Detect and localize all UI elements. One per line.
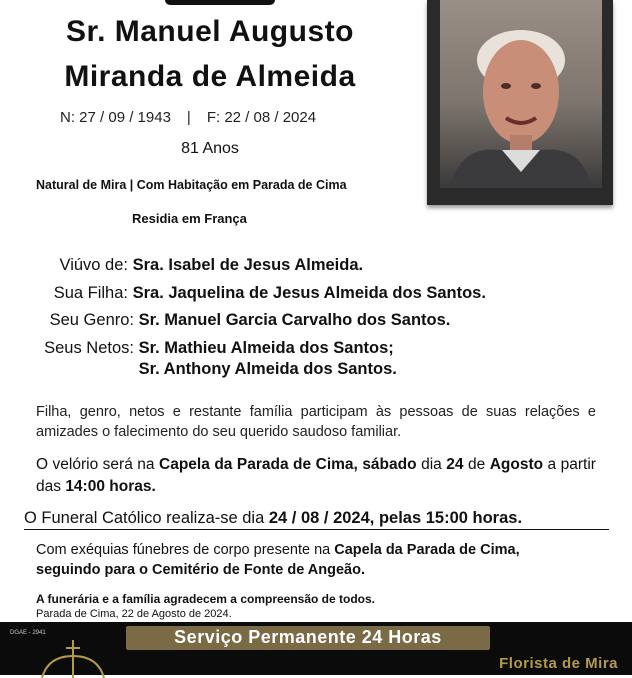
- residence-info: Residia em França: [132, 211, 247, 226]
- family-value: Sr. Anthony Almeida dos Santos.: [138, 360, 397, 378]
- service-label: Serviço Permanente 24 Horas: [174, 627, 442, 647]
- family-value: Sr. Mathieu Almeida dos Santos;: [138, 339, 394, 357]
- family-row-widow: [20, 256, 363, 275]
- birth-date: N: 27 / 09 / 1943: [60, 109, 171, 126]
- place-date: Parada de Cima, 22 de Agosto de 2024.: [36, 608, 232, 620]
- wake-paragraph: [36, 454, 596, 498]
- wake-text: O velório será na: [36, 456, 160, 473]
- burial-text: Com exéquias fúnebres de corpo presente na: [36, 542, 335, 558]
- family-value: Sra. Isabel de Jesus Almeida.: [132, 256, 364, 274]
- deceased-name-line1: Sr. Manuel Augusto: [66, 15, 354, 48]
- footer-bar: [0, 622, 632, 675]
- family-label: Sua Filha:: [53, 284, 128, 302]
- wake-location: Capela da Parada de Cima: [159, 456, 354, 473]
- family-row-daughter: [20, 284, 486, 303]
- wake-month: Agosto: [489, 456, 544, 473]
- top-decoration: [165, 0, 275, 5]
- family-row-grandson-2: [26, 360, 397, 379]
- family-label: Viúvo de:: [59, 256, 128, 274]
- life-dates: [60, 109, 316, 126]
- deceased-name-line2: Miranda de Almeida: [64, 60, 356, 93]
- funeral-datetime: 24 / 08 / 2024, pelas 15:00 horas.: [268, 509, 523, 527]
- wake-date: 24: [446, 456, 464, 473]
- burial-chapel: Capela da Parada de Cima,: [334, 542, 520, 558]
- license-code: DGAE - 2941: [10, 630, 46, 636]
- announcement-paragraph: Filha, genro, netos e restante família participam às pessoas de suas relações e amizades o falecimento do seu querido saudoso familiar.: [36, 404, 596, 440]
- family-label: Seus Netos:: [44, 339, 134, 357]
- wake-text: a partir das: [36, 456, 596, 495]
- family-row-son-in-law: [26, 311, 450, 330]
- family-value: Sr. Manuel Garcia Carvalho dos Santos.: [138, 311, 451, 329]
- family-row-grandson-1: [26, 339, 394, 358]
- funeral-text: O Funeral Católico realiza-se dia: [24, 509, 269, 527]
- wake-time: 14:00 horas.: [65, 478, 156, 495]
- portrait-frame: [427, 0, 613, 205]
- burial-paragraph: [36, 540, 601, 580]
- death-date: F: 22 / 08 / 2024: [206, 109, 317, 126]
- burial-cemetery: seguindo para o Cemitério de Fonte de Angeão.: [36, 562, 365, 578]
- brand-name: Florista de Mira: [499, 655, 618, 672]
- wake-text: de: [463, 456, 490, 473]
- funeral-home-logo-icon: [38, 636, 108, 678]
- family-value: Sra. Jaquelina de Jesus Almeida dos Santos.: [132, 284, 486, 302]
- thanks-line: A funerária e a família agradecem a compreensão de todos.: [36, 592, 376, 606]
- date-separator: |: [186, 109, 191, 126]
- natural-info: Natural de Mira | Com Habitação em Parada de Cima: [36, 178, 347, 192]
- portrait-photo: [440, 0, 602, 188]
- funeral-line: [24, 509, 609, 530]
- wake-text: dia: [416, 456, 447, 473]
- family-label: Seu Genro:: [49, 311, 134, 329]
- wake-day: , sábado: [353, 456, 417, 473]
- age: 81 Anos: [181, 140, 239, 157]
